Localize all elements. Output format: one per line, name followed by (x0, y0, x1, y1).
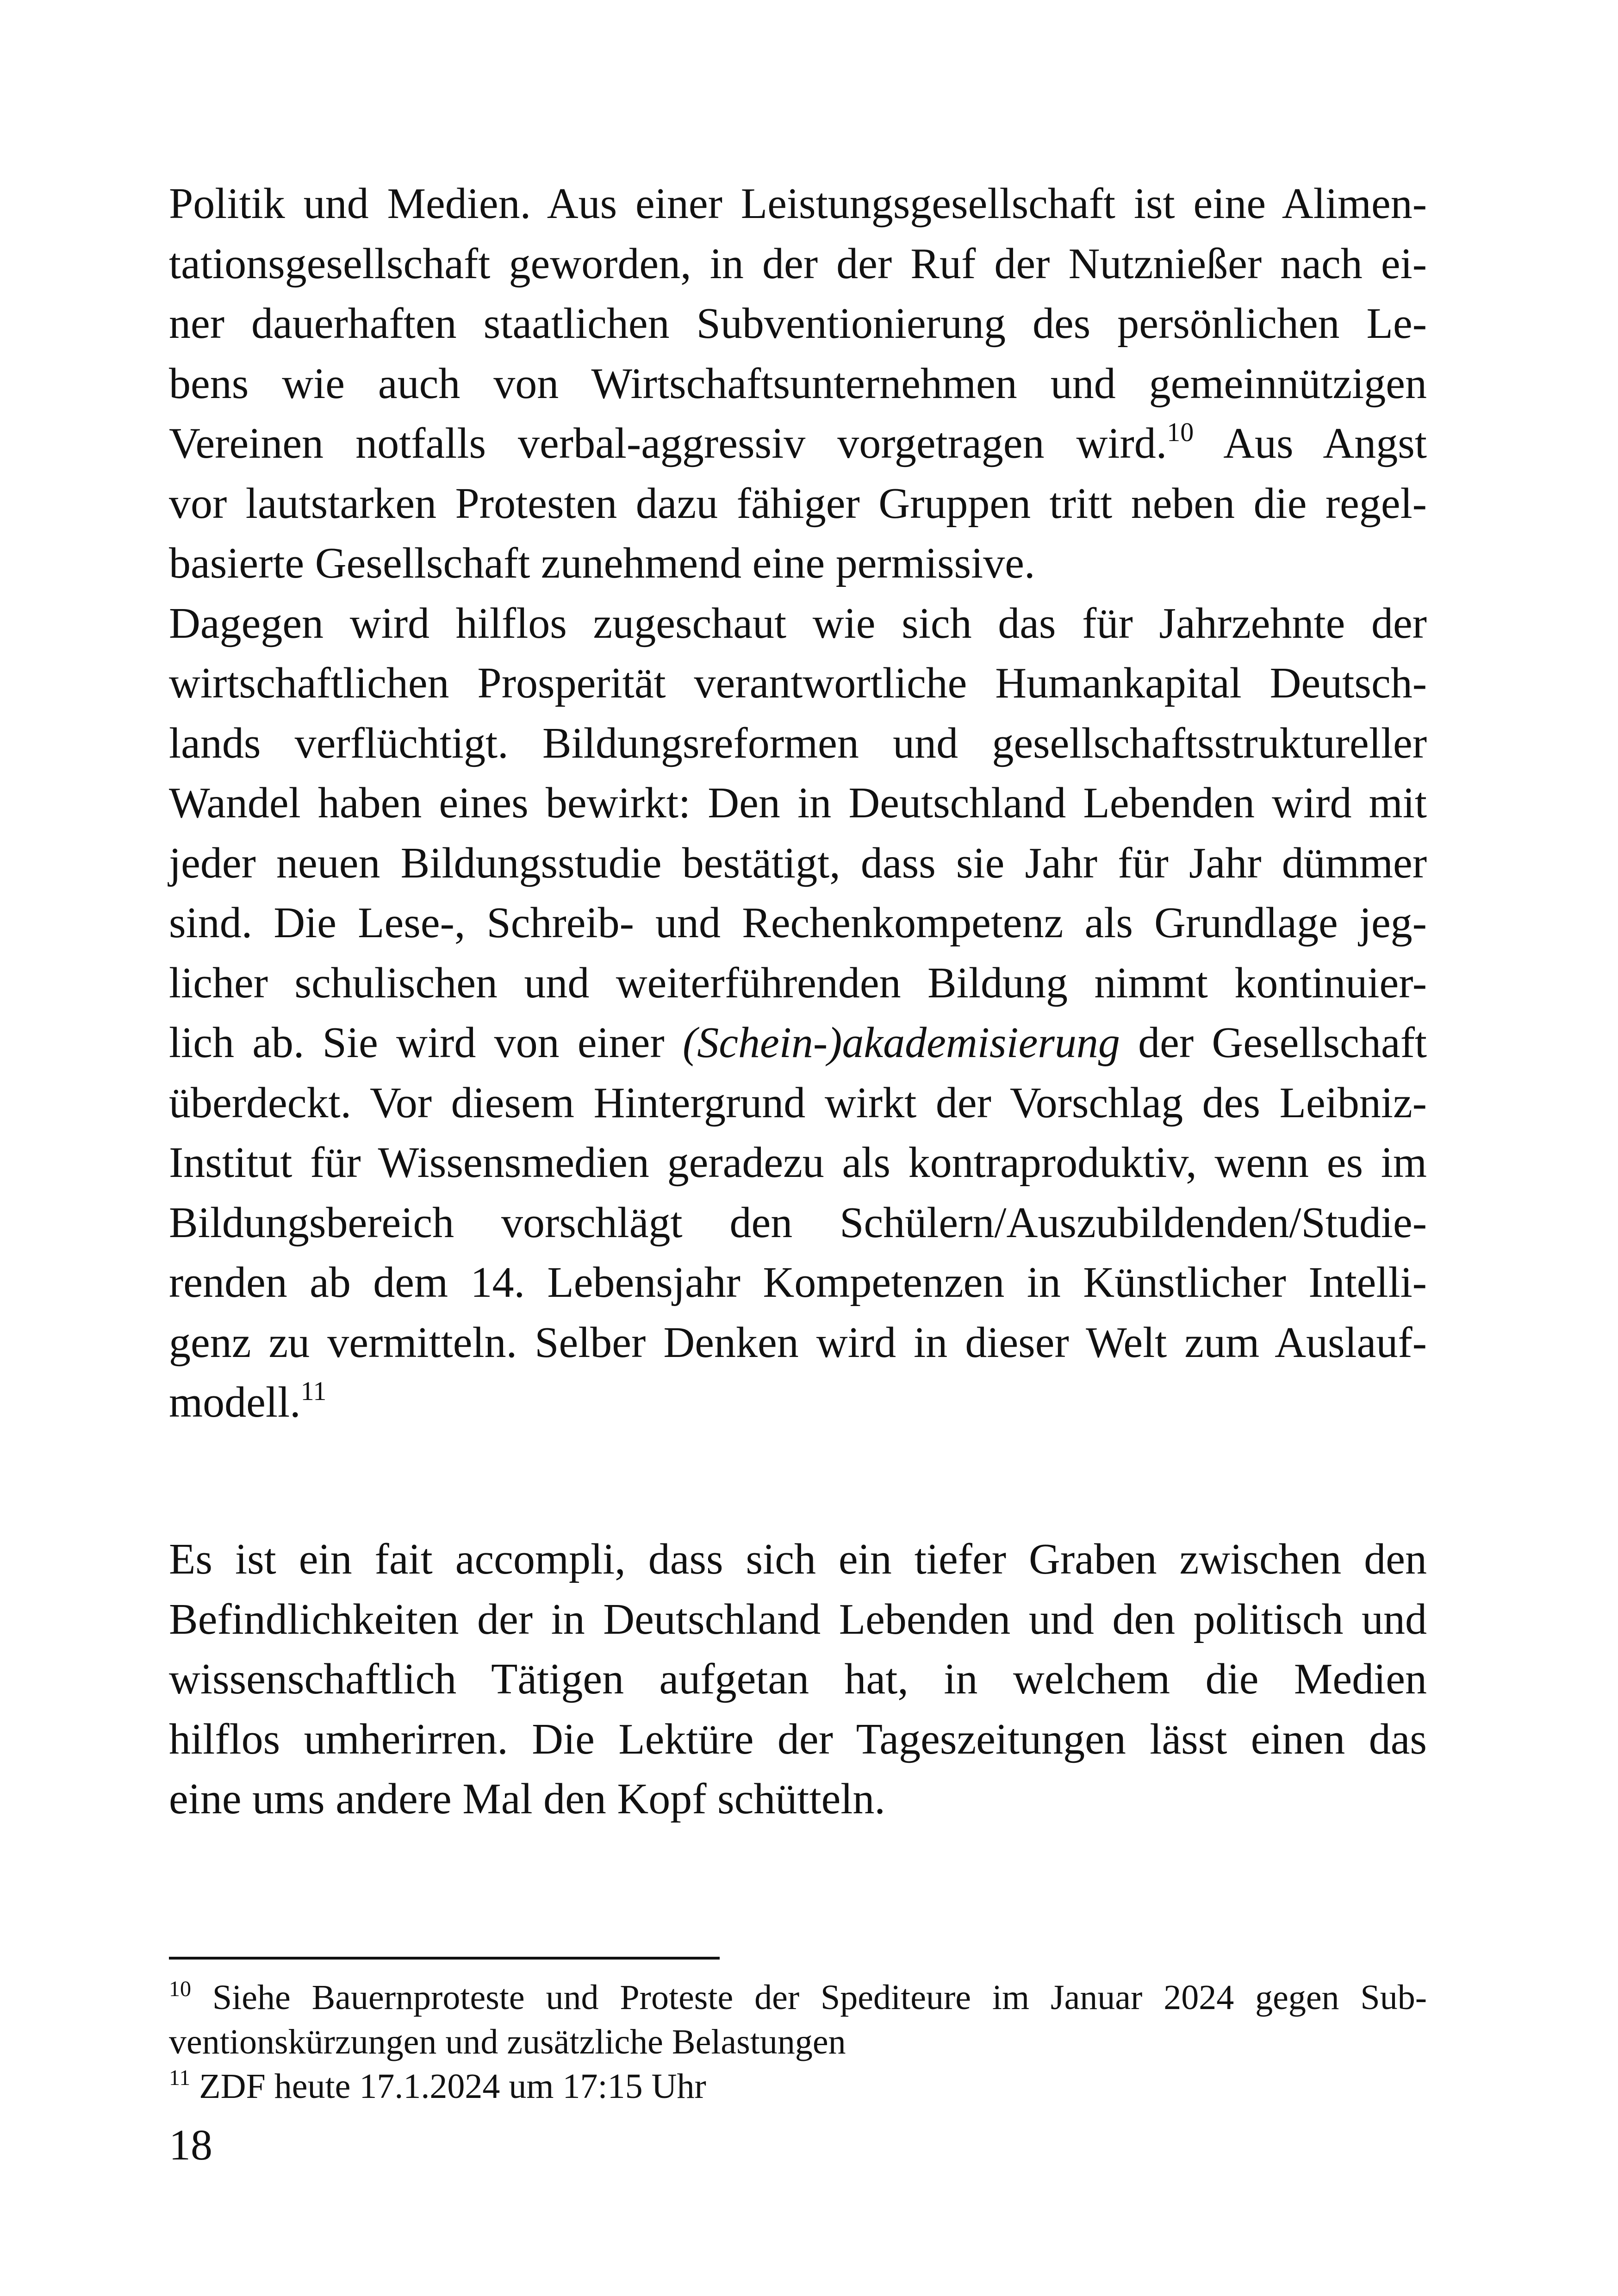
page-number: 18 (169, 2121, 212, 2169)
body-paragraph-1 (169, 174, 1427, 1433)
footnotes-section (169, 1975, 1427, 2109)
text-line: licher schulischen und weiterführenden Bildung nimmt kontinuier- (169, 958, 1427, 1007)
text-line: Politik und Medien. Aus einer Leistungsgesellschaft ist eine Alimen- (169, 180, 1427, 228)
text-line: Institut für Wissensmedien geradezu als kontraproduktiv, wenn es im (169, 1139, 1427, 1187)
footnote-ref-11[interactable]: 11 (300, 1375, 327, 1406)
text-line: Befindlichkeiten der in Deutschland Lebenden und den politisch und (169, 1595, 1427, 1643)
text-line: wirtschaftlichen Prosperität verantwortliche Humankapital Deutsch- (169, 659, 1427, 707)
text-line: überdeckt. Vor diesem Hintergrund wirkt der Vorschlag des Leibniz- (169, 1078, 1427, 1127)
text-segment: Vereinen notfalls verbal-aggressiv vorgetragen wird. (169, 419, 1167, 467)
footnote-text: Siehe Bauernproteste und Proteste der Spediteure im Januar 2024 gegen Sub- (191, 1978, 1427, 2017)
text-line: ner dauerhaften staatlichen Subventionierung des persönlichen Le- (169, 299, 1427, 348)
body-paragraph-2 (169, 1530, 1427, 1829)
text-line: tationsgesellschaft geworden, in der der Ruf der Nutznießer nach ei- (169, 239, 1427, 288)
footnote-ref-10[interactable]: 10 (1167, 417, 1194, 447)
text-line (169, 1373, 1427, 1433)
text-line: hilflos umherirren. Die Lektüre der Tageszeitungen lässt einen das (169, 1715, 1427, 1763)
text-line: vor lautstarken Protesten dazu fähiger Gruppen tritt neben die regel- (169, 479, 1427, 528)
text-segment: lich ab. Sie wird von einer (169, 1019, 683, 1067)
text-line: jeder neuen Bildungsstudie bestätigt, dass sie Jahr für Jahr dümmer (169, 839, 1427, 887)
text-line (169, 414, 1427, 474)
text-line: genz zu vermitteln. Selber Denken wird in dieser Welt zum Auslauf- (169, 1318, 1427, 1367)
text-line: Wandel haben eines bewirkt: Den in Deutschland Lebenden wird mit (169, 779, 1427, 827)
text-segment: modell. (169, 1378, 301, 1426)
text-line: Es ist ein fait accompli, dass sich ein tiefer Graben zwischen den (169, 1535, 1427, 1583)
footnote-10 (169, 1975, 1427, 2020)
footnote-divider (169, 1957, 720, 1960)
footnote-marker-11: 11 (169, 2065, 191, 2090)
footnote-text: ZDF heute 17.1.2024 um 17:15 Uhr (190, 2067, 706, 2106)
text-line: Bildungsbereich vorschlägt den Schülern/Auszubildenden/Studie- (169, 1198, 1427, 1247)
text-line: Dagegen wird hilflos zugeschaut wie sich das für Jahrzehnte der (169, 599, 1427, 647)
footnote-11 (169, 2064, 1427, 2109)
text-line: renden ab dem 14. Lebensjahr Kompetenzen in Künstlicher Intelli- (169, 1258, 1427, 1307)
text-line: eine ums andere Mal den Kopf schütteln. (169, 1775, 885, 1823)
text-line: sind. Die Lese-, Schreib- und Rechenkompetenz als Grundlage jeg- (169, 899, 1427, 947)
text-line: basierte Gesellschaft zunehmend eine permissive. (169, 539, 1035, 587)
footnote-10-continuation: ventionskürzungen und zusätzliche Belastungen (169, 2022, 846, 2061)
text-line: bens wie auch von Wirtschaftsunternehmen und gemeinnützigen (169, 359, 1427, 408)
text-segment: Aus Angst (1194, 419, 1427, 467)
text-segment: der Gesellschaft (1120, 1019, 1427, 1067)
italic-term: (Schein-)akademisierung (682, 1019, 1120, 1067)
footnote-marker-10: 10 (169, 1976, 191, 2001)
text-line: wissenschaftlich Tätigen aufgetan hat, in welchem die Medien (169, 1655, 1427, 1703)
text-line (169, 1013, 1427, 1073)
text-line: lands verflüchtigt. Bildungsreformen und gesellschaftsstruktureller (169, 719, 1427, 767)
